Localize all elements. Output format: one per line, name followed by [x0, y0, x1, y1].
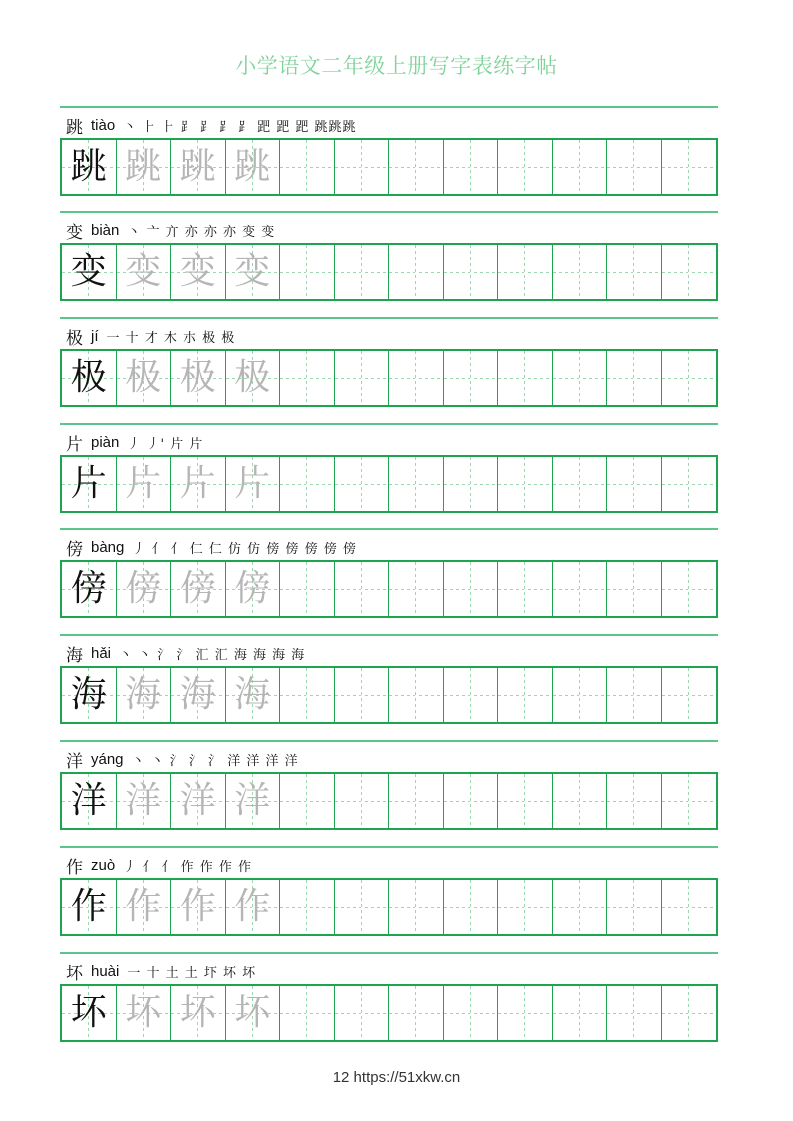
- trace-character-cell: [171, 986, 226, 1040]
- model-character-cell: [62, 986, 117, 1040]
- blank-writing-cell: [498, 351, 553, 405]
- header-character: 变: [66, 222, 83, 243]
- model-character-cell: [62, 140, 117, 194]
- trace-character-cell: [226, 774, 281, 828]
- blank-writing-cell: [498, 457, 553, 511]
- tianzige-grid: [60, 984, 718, 1042]
- trace-character-cell: [171, 562, 226, 616]
- row-header: [66, 324, 235, 348]
- pinyin: piàn: [91, 433, 120, 451]
- character-row: [60, 634, 718, 740]
- header-character: 片: [66, 434, 83, 455]
- pinyin: zuò: [91, 856, 116, 874]
- model-character: 极: [70, 357, 107, 398]
- blank-writing-cell: [662, 986, 717, 1040]
- row-header: [66, 430, 203, 454]
- pinyin: bàng: [91, 538, 125, 556]
- tianzige-grid: [60, 666, 718, 724]
- pinyin: tiào: [91, 116, 116, 134]
- header-character: 极: [66, 328, 83, 349]
- page-footer: 12 https://51xkw.cn: [332, 1069, 461, 1086]
- row-header: [66, 535, 357, 559]
- row-header: [66, 959, 256, 983]
- trace-character: 坏: [125, 992, 162, 1033]
- blank-writing-cell: [389, 880, 444, 934]
- blank-writing-cell: [662, 880, 717, 934]
- model-character-cell: [62, 562, 117, 616]
- pinyin: jí: [91, 327, 99, 345]
- blank-writing-cell: [607, 562, 662, 616]
- header-character: 作: [66, 857, 83, 878]
- blank-writing-cell: [553, 457, 608, 511]
- row-divider: [60, 952, 718, 954]
- blank-writing-cell: [498, 880, 553, 934]
- blank-writing-cell: [444, 562, 499, 616]
- blank-writing-cell: [335, 562, 390, 616]
- stroke-order: 丿 丿' 片 片: [127, 436, 204, 452]
- model-character: 片: [70, 463, 107, 504]
- row-divider: [60, 211, 718, 213]
- model-character-cell: [62, 774, 117, 828]
- blank-writing-cell: [498, 668, 553, 722]
- character-row: [60, 106, 718, 212]
- trace-character: 片: [179, 463, 216, 504]
- blank-writing-cell: [553, 351, 608, 405]
- blank-writing-cell: [607, 668, 662, 722]
- trace-character: 跳: [125, 146, 162, 187]
- trace-character-cell: [226, 668, 281, 722]
- blank-writing-cell: [335, 457, 390, 511]
- blank-writing-cell: [444, 245, 499, 299]
- blank-writing-cell: [607, 140, 662, 194]
- blank-writing-cell: [607, 986, 662, 1040]
- blank-writing-cell: [607, 245, 662, 299]
- model-character-cell: [62, 245, 117, 299]
- trace-character-cell: [117, 986, 172, 1040]
- blank-writing-cell: [498, 986, 553, 1040]
- blank-writing-cell: [444, 457, 499, 511]
- blank-writing-cell: [662, 668, 717, 722]
- blank-writing-cell: [280, 986, 335, 1040]
- model-character-cell: [62, 880, 117, 934]
- trace-character: 海: [125, 674, 162, 715]
- blank-writing-cell: [444, 668, 499, 722]
- row-header: [66, 218, 275, 242]
- model-character: 作: [70, 886, 107, 927]
- blank-writing-cell: [553, 245, 608, 299]
- model-character: 傍: [70, 568, 107, 609]
- blank-writing-cell: [280, 457, 335, 511]
- trace-character: 变: [234, 251, 271, 292]
- blank-writing-cell: [280, 562, 335, 616]
- row-header: [66, 747, 299, 771]
- blank-writing-cell: [553, 140, 608, 194]
- blank-writing-cell: [389, 668, 444, 722]
- blank-writing-cell: [389, 140, 444, 194]
- trace-character: 洋: [179, 780, 216, 821]
- character-row: [60, 211, 718, 317]
- trace-character: 变: [179, 251, 216, 292]
- trace-character-cell: [226, 140, 281, 194]
- trace-character-cell: [226, 986, 281, 1040]
- trace-character-cell: [117, 562, 172, 616]
- pinyin: biàn: [91, 221, 120, 239]
- stroke-order: 丿 亻 亻 仁 仁 仿 仿 傍 傍 傍 傍 傍: [132, 541, 357, 557]
- blank-writing-cell: [335, 774, 390, 828]
- trace-character-cell: [226, 457, 281, 511]
- tianzige-grid: [60, 455, 718, 513]
- trace-character: 傍: [125, 568, 162, 609]
- blank-writing-cell: [662, 140, 717, 194]
- blank-writing-cell: [607, 774, 662, 828]
- trace-character-cell: [171, 668, 226, 722]
- blank-writing-cell: [280, 880, 335, 934]
- tianzige-grid: [60, 349, 718, 407]
- page-title: 小学语文二年级上册写字表练字帖: [235, 54, 558, 78]
- pinyin: huài: [91, 962, 120, 980]
- trace-character: 跳: [179, 146, 216, 187]
- row-header: [66, 113, 357, 137]
- row-divider: [60, 634, 718, 636]
- blank-writing-cell: [662, 245, 717, 299]
- blank-writing-cell: [280, 140, 335, 194]
- model-character: 洋: [70, 780, 107, 821]
- trace-character-cell: [117, 245, 172, 299]
- blank-writing-cell: [553, 986, 608, 1040]
- blank-writing-cell: [662, 562, 717, 616]
- trace-character: 极: [125, 357, 162, 398]
- trace-character: 海: [179, 674, 216, 715]
- trace-character-cell: [171, 774, 226, 828]
- header-character: 跳: [66, 117, 83, 138]
- trace-character: 傍: [234, 568, 271, 609]
- row-header: [66, 641, 305, 665]
- blank-writing-cell: [335, 880, 390, 934]
- trace-character: 片: [234, 463, 271, 504]
- blank-writing-cell: [389, 986, 444, 1040]
- model-character: 坏: [70, 992, 107, 1033]
- row-divider: [60, 528, 718, 530]
- blank-writing-cell: [335, 140, 390, 194]
- blank-writing-cell: [335, 245, 390, 299]
- trace-character-cell: [226, 880, 281, 934]
- model-character: 变: [70, 251, 107, 292]
- stroke-order: 一 十 土 土 圷 坏 坏: [127, 965, 257, 981]
- character-row: [60, 423, 718, 529]
- character-row: [60, 846, 718, 952]
- row-divider: [60, 317, 718, 319]
- blank-writing-cell: [444, 986, 499, 1040]
- trace-character: 片: [125, 463, 162, 504]
- trace-character: 跳: [234, 146, 271, 187]
- trace-character-cell: [171, 351, 226, 405]
- trace-character-cell: [226, 562, 281, 616]
- trace-character: 坏: [234, 992, 271, 1033]
- blank-writing-cell: [662, 774, 717, 828]
- trace-character-cell: [117, 668, 172, 722]
- character-row: [60, 740, 718, 846]
- row-divider: [60, 423, 718, 425]
- blank-writing-cell: [553, 880, 608, 934]
- trace-character-cell: [226, 351, 281, 405]
- trace-character-cell: [117, 140, 172, 194]
- pinyin: hǎi: [91, 644, 112, 662]
- trace-character-cell: [117, 351, 172, 405]
- blank-writing-cell: [607, 351, 662, 405]
- blank-writing-cell: [444, 140, 499, 194]
- row-header: [66, 853, 252, 877]
- tianzige-grid: [60, 138, 718, 196]
- model-character: 海: [70, 674, 107, 715]
- trace-character: 坏: [179, 992, 216, 1033]
- blank-writing-cell: [280, 351, 335, 405]
- stroke-order: 丶 亠 亣 亦 亦 亦 变 变: [127, 224, 276, 240]
- trace-character: 极: [234, 357, 271, 398]
- trace-character: 傍: [179, 568, 216, 609]
- blank-writing-cell: [498, 562, 553, 616]
- blank-writing-cell: [498, 245, 553, 299]
- header-character: 洋: [66, 751, 83, 772]
- trace-character: 变: [125, 251, 162, 292]
- blank-writing-cell: [335, 351, 390, 405]
- stroke-order: 丶 丶 氵 氵 氵 洋 洋 洋 洋: [131, 753, 299, 769]
- blank-writing-cell: [335, 986, 390, 1040]
- blank-writing-cell: [389, 562, 444, 616]
- blank-writing-cell: [280, 668, 335, 722]
- stroke-order: 一 十 才 木 朩 极 极: [106, 330, 236, 346]
- trace-character-cell: [226, 245, 281, 299]
- row-divider: [60, 846, 718, 848]
- header-character: 傍: [66, 539, 83, 560]
- row-divider: [60, 740, 718, 742]
- blank-writing-cell: [498, 774, 553, 828]
- trace-character: 洋: [234, 780, 271, 821]
- stroke-order: 丶 ⺊ ⺊ ⻊ ⻊ ⻊ ⻊ 跁 跁 跁 跳跳跳: [123, 119, 357, 135]
- trace-character-cell: [117, 774, 172, 828]
- model-character-cell: [62, 668, 117, 722]
- tianzige-grid: [60, 243, 718, 301]
- header-character: 海: [66, 645, 83, 666]
- pinyin: yáng: [91, 750, 124, 768]
- blank-writing-cell: [553, 562, 608, 616]
- trace-character-cell: [117, 880, 172, 934]
- character-row: [60, 952, 718, 1058]
- stroke-order: 丿 亻 亻 作 作 作 作: [123, 859, 252, 875]
- blank-writing-cell: [444, 351, 499, 405]
- stroke-order: 丶 丶 氵 氵 汇 汇 海 海 海 海: [119, 647, 306, 663]
- tianzige-grid: [60, 772, 718, 830]
- blank-writing-cell: [280, 245, 335, 299]
- character-row: [60, 528, 718, 634]
- blank-writing-cell: [662, 457, 717, 511]
- row-divider: [60, 106, 718, 108]
- trace-character: 作: [179, 886, 216, 927]
- blank-writing-cell: [607, 457, 662, 511]
- character-row: [60, 317, 718, 423]
- trace-character-cell: [171, 140, 226, 194]
- blank-writing-cell: [553, 774, 608, 828]
- blank-writing-cell: [553, 668, 608, 722]
- blank-writing-cell: [444, 774, 499, 828]
- model-character: 跳: [70, 146, 107, 187]
- model-character-cell: [62, 457, 117, 511]
- tianzige-grid: [60, 878, 718, 936]
- blank-writing-cell: [662, 351, 717, 405]
- trace-character: 作: [234, 886, 271, 927]
- blank-writing-cell: [335, 668, 390, 722]
- header-character: 坏: [66, 963, 83, 984]
- blank-writing-cell: [498, 140, 553, 194]
- trace-character-cell: [171, 880, 226, 934]
- blank-writing-cell: [444, 880, 499, 934]
- trace-character: 作: [125, 886, 162, 927]
- trace-character-cell: [171, 245, 226, 299]
- blank-writing-cell: [389, 457, 444, 511]
- trace-character-cell: [171, 457, 226, 511]
- tianzige-grid: [60, 560, 718, 618]
- blank-writing-cell: [389, 351, 444, 405]
- trace-character: 极: [179, 357, 216, 398]
- blank-writing-cell: [389, 245, 444, 299]
- trace-character-cell: [117, 457, 172, 511]
- model-character-cell: [62, 351, 117, 405]
- trace-character: 海: [234, 674, 271, 715]
- trace-character: 洋: [125, 780, 162, 821]
- blank-writing-cell: [607, 880, 662, 934]
- blank-writing-cell: [280, 774, 335, 828]
- blank-writing-cell: [389, 774, 444, 828]
